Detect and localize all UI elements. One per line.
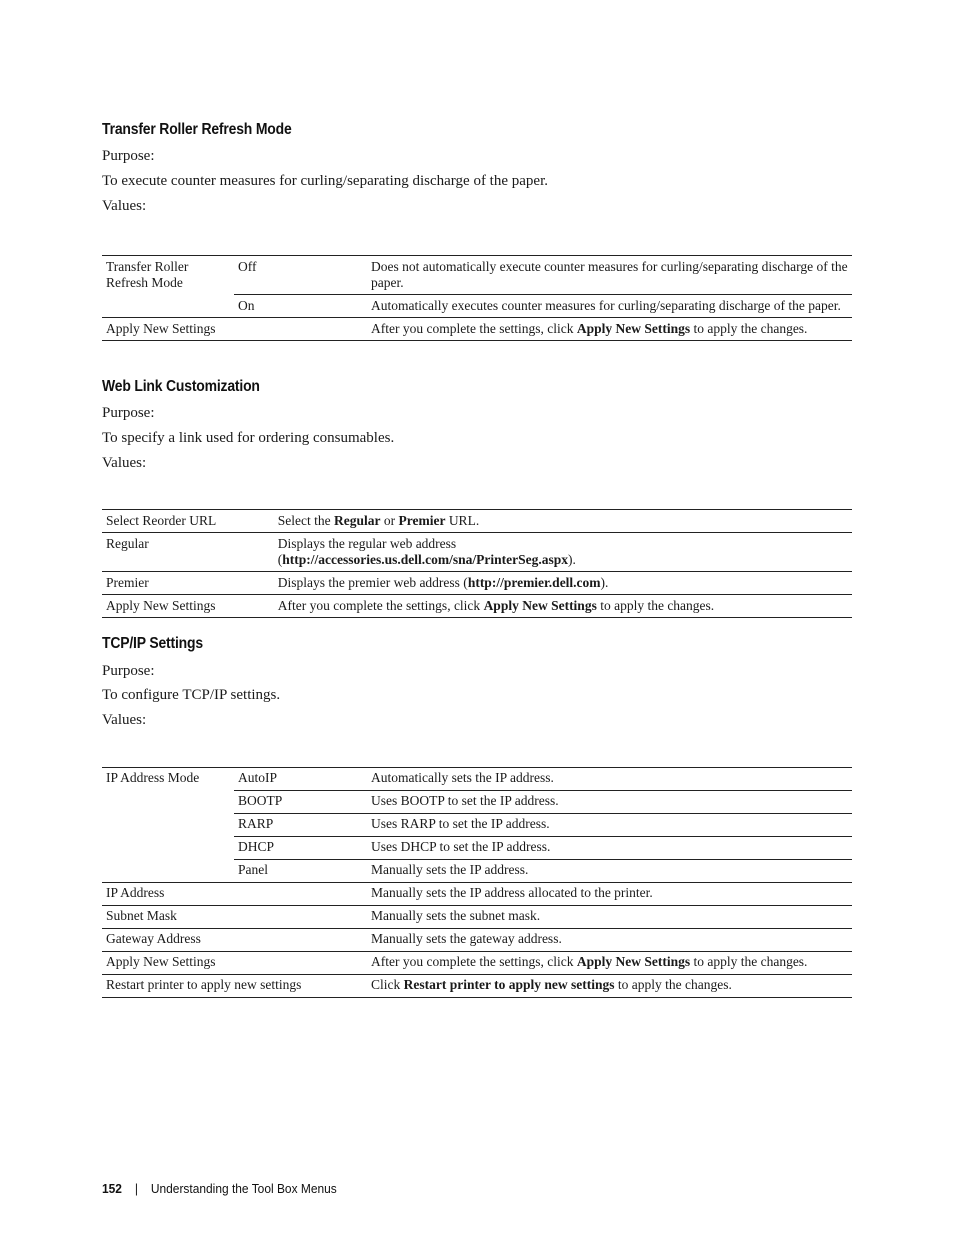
table-row: [102, 975, 852, 998]
section-heading-tcpip: TCP/IP Settings: [102, 635, 203, 652]
setting-description: Manually sets the subnet mask.: [367, 906, 852, 929]
setting-value: On: [234, 295, 367, 318]
purpose-label: Purpose:: [102, 148, 155, 164]
setting-name: Apply New Settings: [102, 595, 274, 618]
setting-name-continued: [102, 814, 234, 837]
table-row: [102, 768, 852, 791]
regular-url: http://accessories.us.dell.com/sna/PrinterSeg.aspx: [282, 552, 568, 567]
table-row: [102, 318, 852, 341]
table-row: [102, 510, 852, 533]
setting-description: Displays the regular web address (http://accessories.us.dell.com/sna/PrinterSeg.aspx).: [274, 533, 852, 572]
setting-value: RARP: [234, 814, 367, 837]
setting-value: AutoIP: [234, 768, 367, 791]
setting-name: IP Address Mode: [102, 768, 234, 791]
table-row: [102, 906, 852, 929]
table-row: [102, 595, 852, 618]
setting-value: Panel: [234, 860, 367, 883]
transfer-roller-values-table: [102, 255, 852, 341]
setting-description: After you complete the settings, click Apply New Settings to apply the changes.: [274, 595, 852, 618]
table-row: [102, 572, 852, 595]
table-row: [102, 533, 852, 572]
setting-description: Click Restart printer to apply new settings to apply the changes.: [367, 975, 852, 998]
setting-description: Uses DHCP to set the IP address.: [367, 837, 852, 860]
setting-description: Select the Regular or Premier URL.: [274, 510, 852, 533]
setting-description: After you complete the settings, click Apply New Settings to apply the changes.: [367, 952, 852, 975]
setting-name: Apply New Settings: [102, 318, 367, 341]
page-footer: [102, 1181, 337, 1196]
setting-name: Select Reorder URL: [102, 510, 274, 533]
setting-description: Automatically executes counter measures for curling/separating discharge of the paper.: [367, 295, 852, 318]
purpose-text: To specify a link used for ordering consumables.: [102, 430, 395, 446]
setting-value: DHCP: [234, 837, 367, 860]
purpose-text: To configure TCP/IP settings.: [102, 687, 281, 703]
section-heading-transfer-roller: Transfer Roller Refresh Mode: [102, 121, 292, 138]
table-row: [102, 256, 852, 295]
purpose-label: Purpose:: [102, 663, 155, 679]
setting-name: Regular: [102, 533, 274, 572]
setting-name-continued: [102, 791, 234, 814]
setting-description: Manually sets the IP address allocated to the printer.: [367, 883, 852, 906]
premier-url: http://premier.dell.com: [467, 575, 601, 590]
setting-name: Subnet Mask: [102, 906, 367, 929]
setting-description: Does not automatically execute counter measures for curling/separating discharge of the paper.: [367, 256, 852, 295]
values-label: Values:: [102, 198, 147, 214]
table-row: [102, 952, 852, 975]
setting-description: Uses BOOTP to set the IP address.: [367, 791, 852, 814]
setting-value: BOOTP: [234, 791, 367, 814]
table-row: [102, 860, 852, 883]
table-row: [102, 295, 852, 318]
setting-value: Off: [234, 256, 367, 295]
setting-description: Manually sets the IP address.: [367, 860, 852, 883]
setting-description: Manually sets the gateway address.: [367, 929, 852, 952]
setting-name-continued: [102, 860, 234, 883]
page-number: 152: [102, 1181, 122, 1196]
setting-description: Uses RARP to set the IP address.: [367, 814, 852, 837]
footer-separator: |: [134, 1181, 138, 1196]
purpose-label: Purpose:: [102, 405, 155, 421]
setting-name: Restart printer to apply new settings: [102, 975, 367, 998]
setting-description: After you complete the settings, click Apply New Settings to apply the changes.: [367, 318, 852, 341]
table-row: [102, 814, 852, 837]
chapter-title: Understanding the Tool Box Menus: [150, 1181, 337, 1196]
setting-name-continued: [102, 837, 234, 860]
setting-name-continued: [102, 295, 234, 318]
setting-name: Premier: [102, 572, 274, 595]
table-row: [102, 929, 852, 952]
values-label: Values:: [102, 455, 147, 471]
values-label: Values:: [102, 712, 147, 728]
table-row: [102, 837, 852, 860]
setting-name: Apply New Settings: [102, 952, 367, 975]
web-link-values-table: [102, 509, 852, 618]
setting-name: Transfer Roller Refresh Mode: [102, 256, 234, 295]
table-row: [102, 791, 852, 814]
setting-name: IP Address: [102, 883, 367, 906]
setting-name: Gateway Address: [102, 929, 367, 952]
tcpip-values-table: [102, 767, 852, 998]
setting-description: Automatically sets the IP address.: [367, 768, 852, 791]
table-row: [102, 883, 852, 906]
section-heading-web-link: Web Link Customization: [102, 378, 260, 395]
purpose-text: To execute counter measures for curling/separating discharge of the paper.: [102, 173, 548, 189]
setting-description: Displays the premier web address (http://premier.dell.com).: [274, 572, 852, 595]
